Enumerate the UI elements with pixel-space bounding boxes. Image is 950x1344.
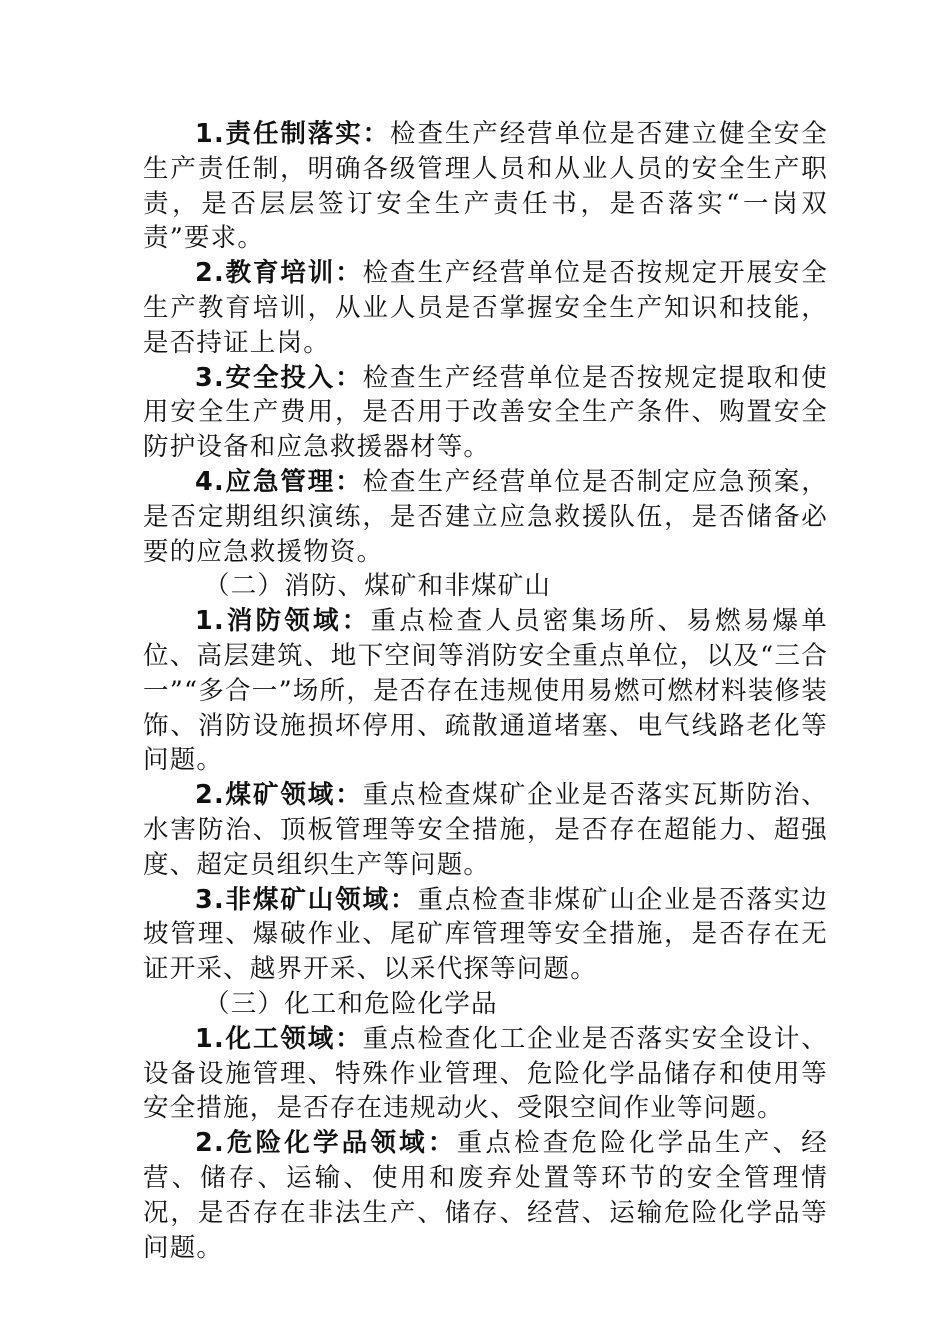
item-text: 重点检查非煤矿山企业是否落实边坡管理、爆破作业、尾矿库管理等安全措施，是否存在无证开采、越界开采、以采代探等问题。: [143, 884, 828, 985]
item-text: 重点检查煤矿企业是否落实瓦斯防治、水害防治、顶板管理等安全措施，是否存在超能力、超强度、超定员组织生产等问题。: [143, 780, 828, 880]
paragraph-non-coal: [143, 883, 828, 987]
item-text: 重点检查人员密集场所、易燃易爆单位、高层建筑、地下空间等消防安全重点单位，以及“三合一”“多合一”场所，是否存在违规使用易燃可燃材料装修装饰、消防设施损坏停用、疏散通道堵塞、电气线路老化等问题。: [143, 606, 828, 776]
paragraph-hazardous: [143, 1126, 828, 1265]
item-lead: 2.危险化学品领域：: [195, 1128, 457, 1159]
item-lead: 1.责任制落实：: [195, 119, 391, 149]
item-lead: 3.安全投入：: [195, 362, 363, 393]
item-lead: 1.消防领域：: [195, 606, 371, 637]
item-lead: 4.应急管理：: [195, 466, 363, 497]
item-text: 重点检查危险化学品生产、经营、储存、运输、使用和废弃处置等环节的安全管理情况，是否存在非法生产、储存、经营、运输危险化学品等问题。: [143, 1128, 828, 1263]
paragraph-chemical: [143, 1022, 828, 1126]
item-lead: 3.非煤矿山领域：: [195, 884, 418, 915]
item-text: 检查生产经营单位是否制定应急预案，是否定期组织演练，是否建立应急救援队伍，是否储备必要的应急救援物资。: [143, 466, 828, 567]
item-text: 检查生产经营单位是否建立健全安全生产责任制，明确各级管理人员和从业人员的安全生产职责，是否层层签订安全生产责任书，是否落实“一岗双责”要求。: [143, 119, 828, 254]
paragraph-fire: [143, 604, 828, 778]
paragraph-coal: [143, 778, 828, 882]
section-heading-fire-mining: （二）消防、煤矿和非煤矿山: [204, 571, 552, 602]
paragraph-investment: [143, 361, 828, 465]
item-lead: 1.化工领域：: [195, 1023, 363, 1054]
item-text: 检查生产经营单位是否按规定提取和使用安全生产费用，是否用于改善安全生产条件、购置安全防护设备和应急救援器材等。: [143, 362, 828, 463]
section-heading-chemical: （三）化工和危险化学品: [204, 988, 498, 1019]
paragraph-emergency: [143, 465, 828, 569]
paragraph-training: [143, 256, 828, 360]
item-text: 检查生产经营单位是否按规定开展安全生产教育培训，从业人员是否掌握安全生产知识和技能，是否持证上岗。: [143, 258, 828, 358]
item-lead: 2.煤矿领域：: [195, 780, 363, 811]
paragraph-responsibility: [143, 117, 828, 256]
document-page: [143, 117, 828, 1265]
item-text: 重点检查化工企业是否落实安全设计、设备设施管理、特殊作业管理、危险化学品储存和使用等安全措施，是否存在违规动火、受限空间作业等问题。: [143, 1023, 828, 1124]
item-lead: 2.教育培训：: [195, 258, 363, 289]
